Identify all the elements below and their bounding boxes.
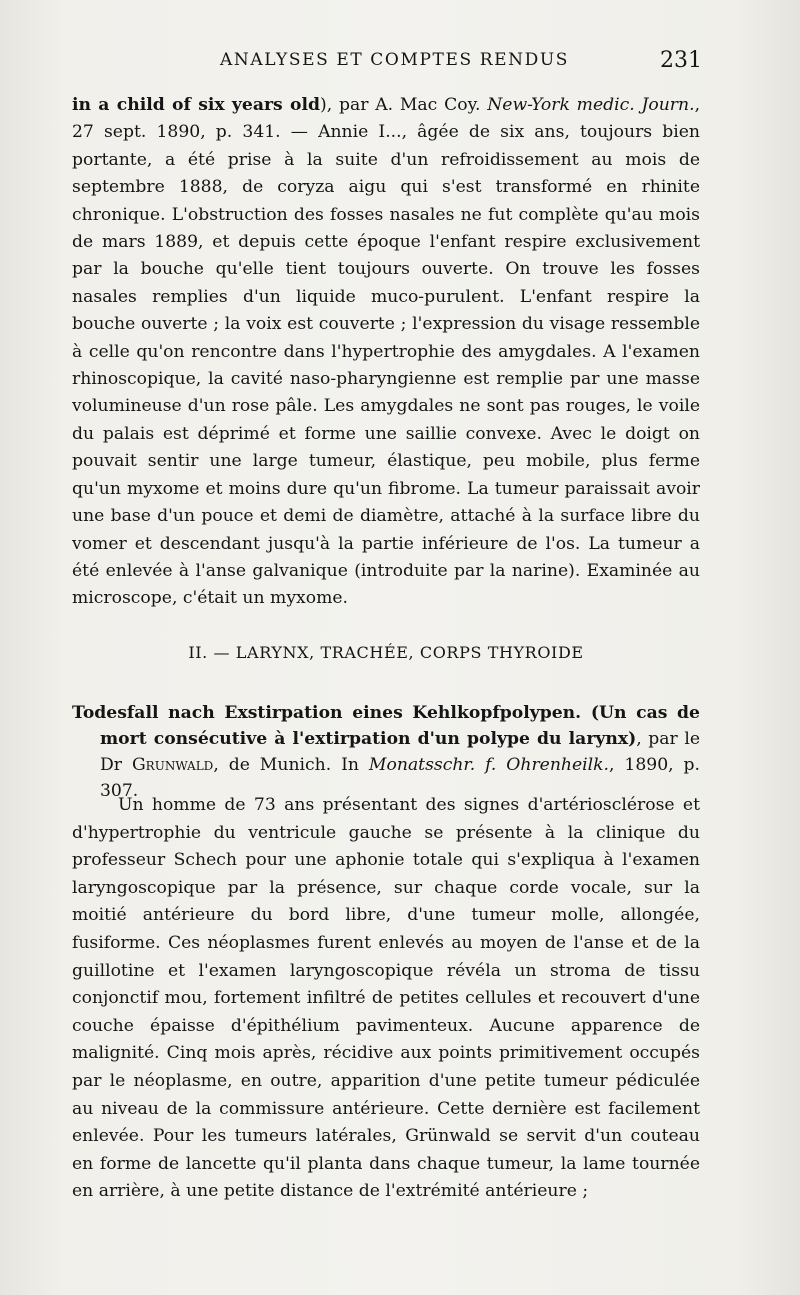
author-name: Grunwald [131,755,214,775]
continued-abstract [72,92,700,613]
author-location: , de Munich. In [213,755,369,775]
german-title: Todesfall nach Exstirpation eines Kehlkopfpolypen. [72,703,582,723]
author-credit: ), par A. Mac Coy. [320,95,488,115]
article-citation: , 1890, p. 307. [100,755,701,801]
section-heading: II. — LARYNX, TRACHÉE, CORPS THYROIDE [188,643,584,662]
article-paragraph: Un homme de 73 ans présentant des signes d'artériosclérose et d'hypertrophie du ventricule gauche se présente à la clinique du professeur Schech pour une aphonie totale qui s'expliqua à l'examen laryngoscopique par la présence, sur chaque corde vocale, sur la moitié antérieure du bord libre, d'une tumeur molle, allongée, fusiforme. Ces néoplasmes furent enlevés au moyen de l'anse et de la guillotine et l'examen laryngoscopique révéla un stroma de tissu conjonctif mou, fortement infiltré de petites cellules et recouvert d'une couche épaisse d'épithélium pavimenteux. Aucune apparence de malignité. Cinq mois après, récidive aux points primitivement occupés par le néoplasme, en outre, apparition d'une petite tumeur pédiculée au niveau de la commissure antérieure. Cette dernière est facilement enlevée. Pour les tumeurs latérales, Grünwald se servit d'un couteau en forme de lancette qu'il planta dans chaque tumeur, la lame tournée en arrière, à une petite distance de l'extrémité antérieure ; [72,795,700,1202]
journal-title: New-York medic. Journ. [487,95,695,115]
running-head: ANALYSES ET COMPTES RENDUS [220,50,569,70]
continued-paragraph [72,92,700,613]
article-body [72,792,700,1206]
french-title: (Un cas de mort consécutive à l'extirpation d'un polype du larynx) [100,703,700,749]
article-journal: Monatsschr. f. Ohrenheilk. [368,755,610,775]
article-heading [72,700,700,804]
bold-title-tail: in a child of six years old [72,95,321,115]
page-number: 231 [660,48,702,73]
abstract-body: , 27 sept. 1890, p. 341. — Annie I..., âgée de six ans, toujours bien portante, a été prise à la suite d'un refroidissement au mois de septembre 1888, de coryza aigu qui s'est transformé en rhinite chronique. L'obstruction des fosses nasales ne fut complète qu'au mois de mars 1889, et depuis cette époque l'enfant respire exclusivement par la bouche qu'elle tient toujours ouverte. On trouve les fosses nasales remplies d'un liquide muco-purulent. L'enfant respire la bouche ouverte ; la voix est couverte ; l'expression du visage ressemble à celle qu'on rencontre dans l'hypertrophie des amygdales. A l'examen rhinoscopique, la cavité naso-pharyngienne est remplie par une masse volumineuse d'un rose pâle. Les amygdales ne sont pas rouges, le voile du palais est déprimé et forme une saillie convexe. Avec le doigt on pouvait sentir une large tumeur, élastique, peu mobile, plus ferme qu'un myxome et moins dure qu'un fibrome. La tumeur paraissait avoir une base d'un pouce et demi de diamètre, attaché à la surface libre du vomer et descendant jusqu'à la partie inférieure de l'os. La tumeur a été enlevée à l'anse galvanique (introduite par la narine). Examinée au microscope, c'était un myxome. [72,95,701,609]
author-prefix: , par le Dr [100,729,700,775]
page-header [72,46,702,86]
